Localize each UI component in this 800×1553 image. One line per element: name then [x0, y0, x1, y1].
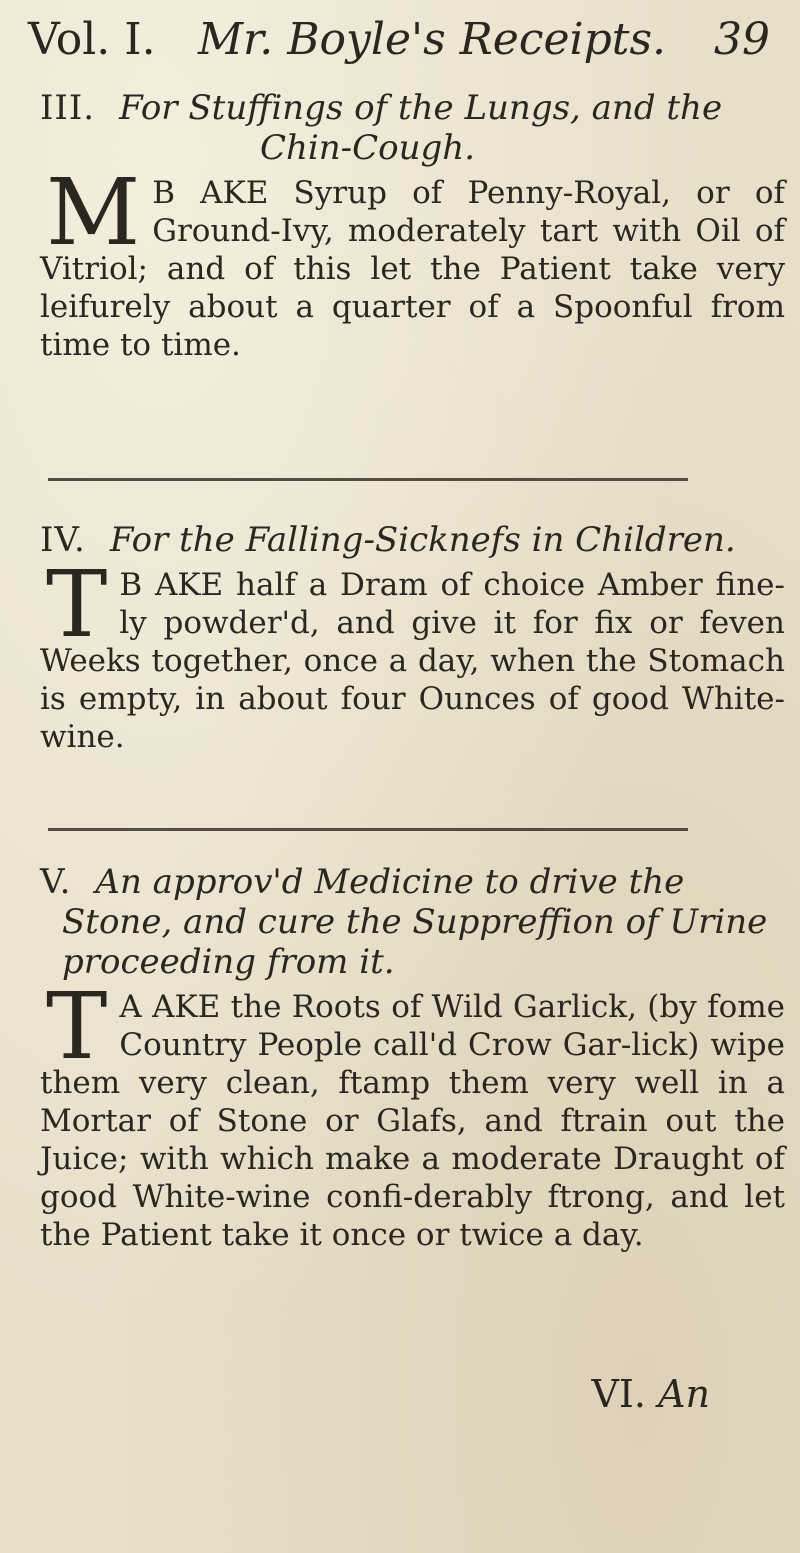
book-title: Mr. Boyle's Receipts.: [198, 14, 667, 65]
catchword-numeral: VI.: [591, 1372, 646, 1416]
section-divider: [48, 828, 688, 831]
receipt-numeral: V.: [40, 862, 72, 902]
receipt-v: [40, 862, 785, 1254]
drop-cap: T: [46, 551, 108, 658]
page-number: 39: [714, 14, 770, 65]
receipt-heading: [40, 88, 785, 128]
receipt-numeral: III.: [40, 88, 96, 128]
receipt-title-continued: Chin-Cough.: [259, 128, 476, 168]
receipt-heading: [40, 862, 785, 902]
drop-cap: T: [46, 973, 108, 1080]
catchword: [591, 1372, 710, 1416]
receipt-title: For the Falling-Sicknefs in Children.: [109, 520, 736, 560]
section-divider: [48, 478, 688, 481]
receipt-title: An approv'd Medicine to drive the: [95, 862, 685, 902]
receipt-title: For Stuffings of the Lungs, and the: [119, 88, 723, 128]
receipt-text: B AKE half a Dram of choice Amber fine-ly powder'd, and give it for fix or feven Weeks together, once a day, when the Stomach is empty, in about four Ounces of good White-wine.: [40, 567, 785, 755]
catchword-word: An: [658, 1372, 710, 1416]
receipt-heading: [40, 520, 785, 560]
receipt-iii: [40, 88, 785, 364]
receipt-title-continued: Stone, and cure the Suppreffion of Urine proceeding from it.: [62, 902, 768, 982]
receipt-iv: [40, 520, 785, 756]
drop-cap: M: [46, 159, 141, 266]
receipt-body: [40, 973, 785, 1254]
running-head: [28, 10, 770, 70]
receipt-body: [40, 551, 785, 756]
receipt-numeral: IV.: [40, 520, 86, 560]
receipt-text: B AKE Syrup of Penny-Royal, or of Ground-Ivy, moderately tart with Oil of Vitriol; and of this let the Patient take very leifurely about a quarter of a Spoonful from time to time.: [40, 175, 785, 363]
receipt-text: A AKE the Roots of Wild Garlick, (by fome Country People call'd Crow Gar-lick) wipe them very clean, ftamp them very well in a Mortar of Stone or Glafs, and ftrain out the Juice; with which make a moderate Draught of good White-wine confi-derably ftrong, and let the Patient take it once or twice a day.: [40, 989, 785, 1253]
volume-label: Vol. I.: [28, 14, 156, 65]
receipt-body: [40, 159, 785, 364]
